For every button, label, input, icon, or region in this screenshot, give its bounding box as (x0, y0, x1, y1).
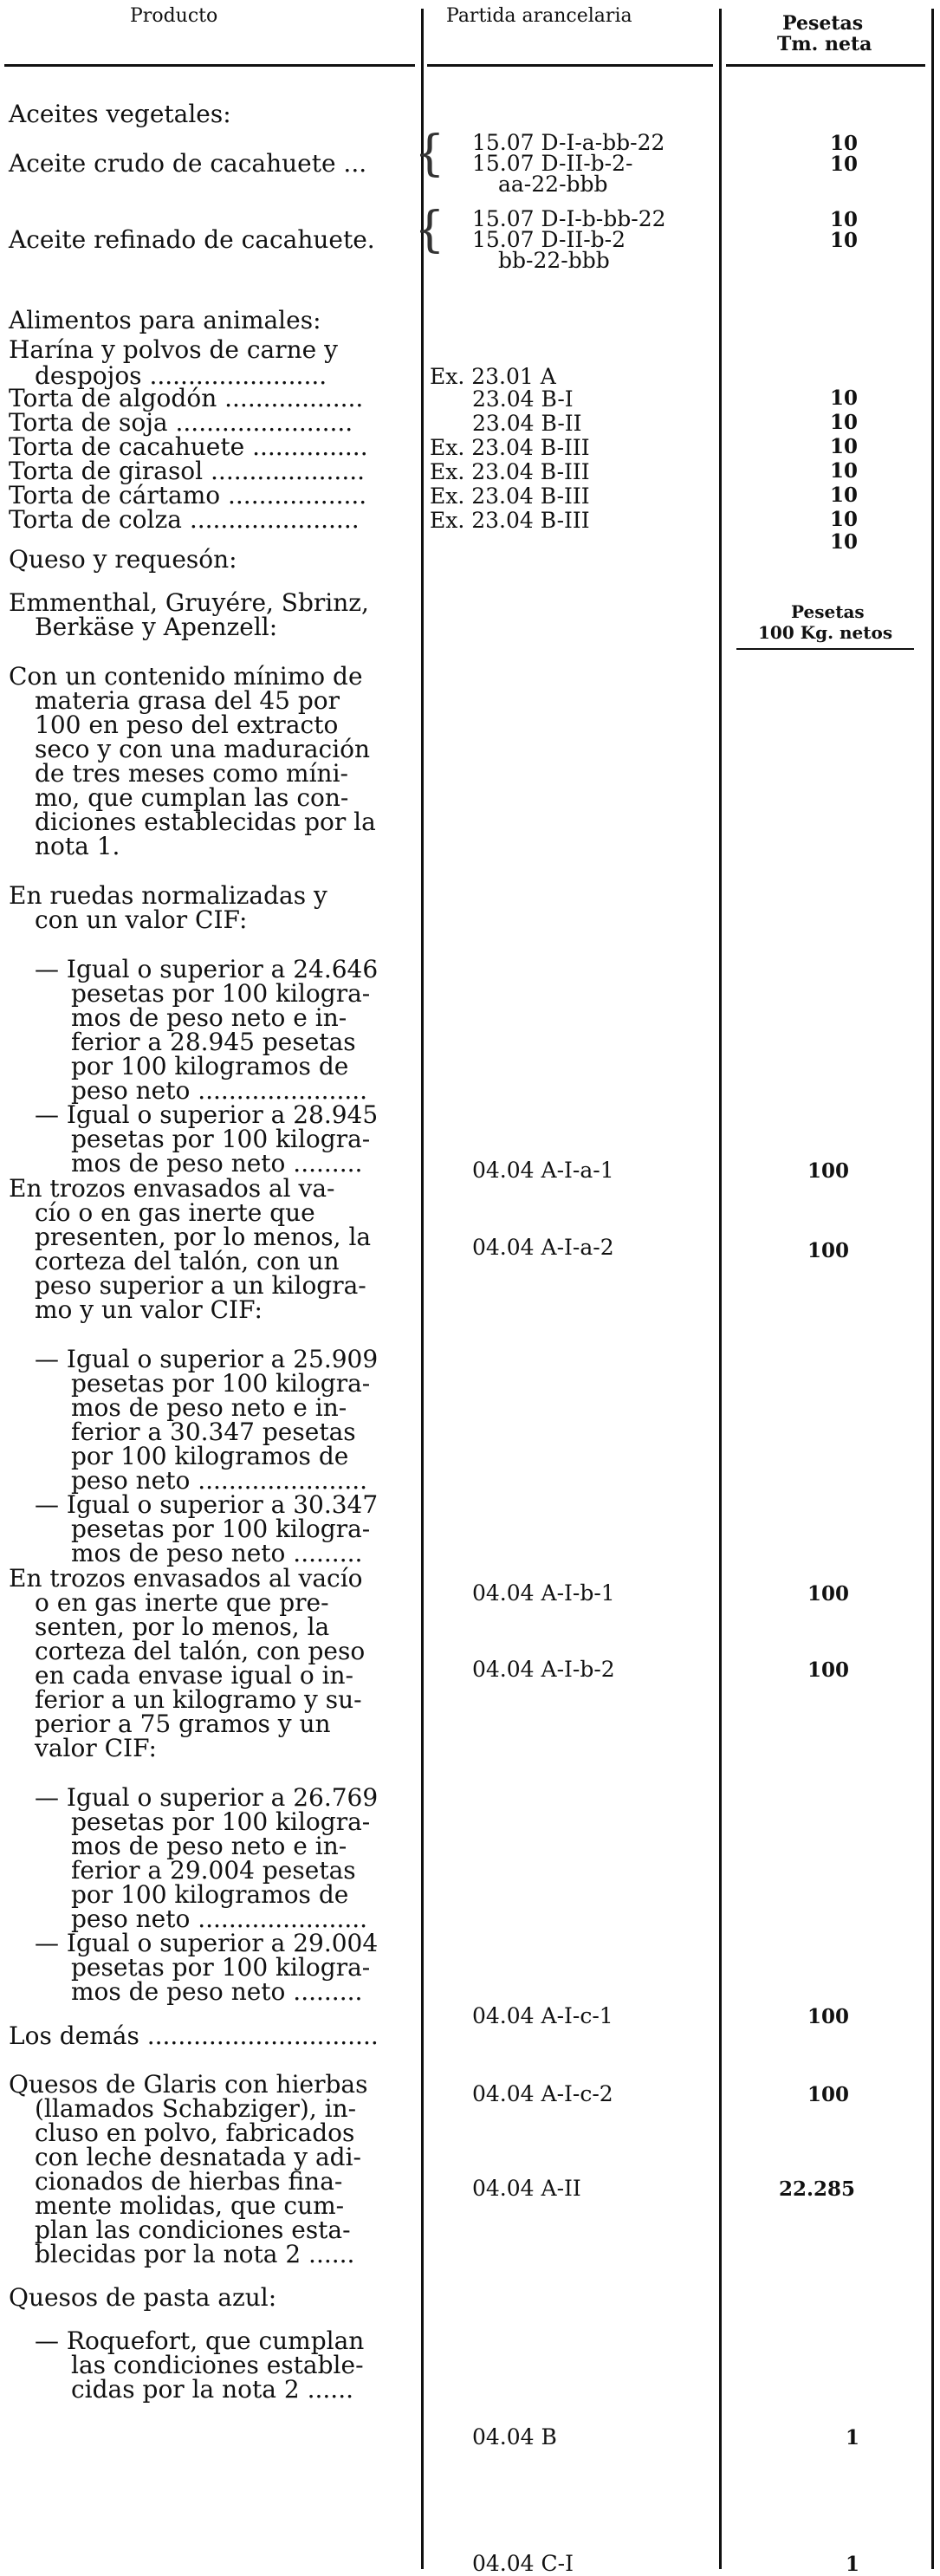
partida-code: 23.04 B-II (472, 411, 582, 436)
product-line: — Igual o superior a 29.004 (35, 1929, 379, 1957)
product-line: Torta de girasol .................... (9, 457, 366, 485)
product-line: peso neto ...................... (71, 1466, 368, 1495)
partida-code: 04.04 A-I-c-1 (472, 2003, 613, 2028)
product-line: 100 en peso del extracto (35, 711, 339, 739)
product-line: mo, que cumplan las con- (35, 783, 349, 812)
partida-code: Ex. 23.04 B-III (430, 508, 590, 533)
product-line: pesetas por 100 kilogra- (71, 1369, 371, 1398)
product-line: en cada envase igual o in- (35, 1661, 354, 1690)
pesetas-value: 10 (829, 483, 859, 507)
brace: { (414, 126, 445, 182)
product-line: Emmenthal, Gruyére, Sbrinz, (9, 588, 369, 617)
product-line: de tres meses como míni- (35, 759, 349, 788)
product-line: pesetas por 100 kilogra- (71, 1125, 371, 1153)
product-line: seco y con una maduración (35, 735, 371, 763)
product-line: Quesos de Glaris con hierbas (9, 2070, 368, 2099)
product-line: mo y un valor CIF: (35, 1295, 263, 1324)
pesetas-value: 100 (807, 1239, 850, 1262)
partida-code: 15.07 D-I-a-bb-22 (472, 130, 665, 155)
subheader-kg: 100 Kg. netos (758, 622, 893, 643)
partida-code: 04.04 A-I-b-2 (472, 1657, 615, 1682)
product-line: peso superior a un kilogra- (35, 1271, 366, 1300)
partida-code: 04.04 A-I-a-1 (472, 1158, 614, 1183)
pesetas-value: 100 (807, 1582, 850, 1606)
product-line: plan las condiciones esta- (35, 2216, 351, 2244)
partida-code: 04.04 C-I (472, 2551, 574, 2576)
header-partida: Partida arancelaria (446, 5, 632, 27)
pesetas-value: 1 (845, 2553, 860, 2576)
product-line: materia grasa del 45 por (35, 686, 340, 715)
product-line: Aceite refinado de cacahuete. (9, 225, 375, 254)
product-line: por 100 kilogramos de (71, 1442, 349, 1470)
product-line: nota 1. (35, 832, 120, 860)
product-line: Torta de colza ...................... (9, 505, 360, 534)
partida-code: Ex. 23.04 B-III (430, 459, 590, 484)
partida-code: 15.07 D-I-b-bb-22 (472, 206, 666, 231)
product-line: ferior a 29.004 pesetas (71, 1856, 356, 1885)
subheader-rule (736, 648, 914, 650)
partida-code: Ex. 23.04 B-III (430, 483, 590, 509)
product-line: corteza del talón, con peso (35, 1637, 366, 1665)
product-line: mente molidas, que cum- (35, 2191, 345, 2220)
product-line: Aceite crudo de cacahuete ... (9, 149, 367, 178)
product-line: pesetas por 100 kilogra- (71, 1953, 371, 1982)
partida-code: 23.04 B-I (472, 386, 574, 412)
product-line: presenten, por lo menos, la (35, 1223, 372, 1251)
partida-code: 04.04 A-I-b-1 (472, 1580, 615, 1606)
product-line: por 100 kilogramos de (71, 1052, 349, 1080)
pesetas-value: 100 (807, 2005, 850, 2028)
product-line: mos de peso neto e in- (71, 1393, 347, 1422)
product-line: mos de peso neto ......... (71, 1977, 363, 2006)
product-line: cidas por la nota 2 ...... (71, 2375, 353, 2404)
product-line: Aceites vegetales: (9, 100, 231, 128)
header-product: Producto (130, 5, 218, 27)
product-line: Quesos de pasta azul: (9, 2283, 277, 2312)
pesetas-value: 100 (807, 2083, 850, 2106)
subheader-pesetas: Pesetas (791, 601, 865, 622)
product-line: — Igual o superior a 26.769 (35, 1783, 379, 1812)
column-rule-middle (719, 9, 722, 2569)
product-line: pesetas por 100 kilogra- (71, 1515, 371, 1543)
partida-code: 04.04 A-II (472, 2176, 581, 2201)
product-line: ferior a 28.945 pesetas (71, 1028, 356, 1056)
header-rule-product (4, 64, 415, 67)
product-line: Torta de cacahuete ............... (9, 432, 368, 461)
product-line: peso neto ...................... (71, 1904, 368, 1933)
pesetas-value: 22.285 (778, 2177, 856, 2201)
product-line: En trozos envasados al vacío (9, 1564, 363, 1593)
pesetas-value: 10 (829, 132, 859, 155)
partida-code: 04.04 A-I-a-2 (472, 1235, 614, 1260)
product-line: mos de peso neto e in- (71, 1832, 347, 1860)
product-line: Con un contenido mínimo de (9, 662, 363, 691)
product-line: por 100 kilogramos de (71, 1880, 349, 1909)
partida-code: aa-22-bbb (498, 172, 608, 197)
header-pesetas-2: Tm. neta (777, 33, 872, 55)
product-line: — Igual o superior a 24.646 (35, 955, 379, 983)
product-line: con leche desnatada y adi- (35, 2143, 361, 2171)
brace: { (414, 202, 445, 258)
partida-code: 04.04 A-I-c-2 (472, 2081, 613, 2106)
product-line: Berkäse y Apenzell: (35, 613, 278, 641)
pesetas-value: 100 (807, 1658, 850, 1682)
partida-code: bb-22-bbb (498, 248, 610, 273)
product-line: pesetas por 100 kilogra- (71, 979, 371, 1008)
pesetas-value: 10 (829, 208, 859, 231)
product-line: cío o en gas inerte que (35, 1198, 315, 1227)
product-line: (llamados Schabziger), in- (35, 2094, 357, 2123)
product-line: cionados de hierbas fina- (35, 2167, 343, 2196)
pesetas-value: 10 (829, 530, 859, 554)
product-line: Alimentos para animales: (9, 306, 321, 334)
product-line: valor CIF: (35, 1734, 157, 1762)
product-line: Torta de cártamo .................. (9, 481, 367, 509)
product-line: despojos ....................... (35, 361, 327, 390)
pesetas-value: 10 (829, 411, 859, 434)
product-line: blecidas por la nota 2 ...... (35, 2240, 355, 2268)
product-line: Harína y polvos de carne y (9, 335, 338, 364)
partida-code: 15.07 D-II-b-2- (472, 151, 633, 176)
product-line: mos de peso neto e in- (71, 1003, 347, 1032)
pesetas-value: 10 (829, 459, 859, 483)
product-line: con un valor CIF: (35, 905, 248, 934)
pesetas-value: 10 (829, 435, 859, 458)
product-line: las condiciones estable- (71, 2351, 364, 2379)
pesetas-value: 10 (829, 386, 859, 410)
pesetas-value: 10 (829, 152, 859, 176)
product-line: corteza del talón, con un (35, 1247, 340, 1275)
product-line: Torta de soja ....................... (9, 408, 353, 437)
header-pesetas-1: Pesetas (782, 12, 864, 35)
product-line: mos de peso neto ......... (71, 1539, 363, 1567)
product-line: peso neto ...................... (71, 1076, 368, 1105)
partida-code: 04.04 B (472, 2424, 557, 2449)
header-rule-partida (427, 64, 713, 67)
product-line: — Igual o superior a 30.347 (35, 1490, 379, 1519)
product-line: En ruedas normalizadas y (9, 881, 327, 910)
product-line: Torta de algodón .................. (9, 384, 364, 412)
product-line: Los demás .............................. (9, 2021, 379, 2050)
product-line: — Igual o superior a 25.909 (35, 1345, 379, 1373)
product-line: pesetas por 100 kilogra- (71, 1807, 371, 1836)
pesetas-value: 100 (807, 1159, 850, 1183)
product-line: — Roquefort, que cumplan (35, 2326, 365, 2355)
product-line: En trozos envasados al va- (9, 1174, 335, 1203)
product-line: Queso y requesón: (9, 545, 237, 574)
partida-code: 15.07 D-II-b-2 (472, 227, 626, 252)
product-line: ferior a 30.347 pesetas (71, 1418, 356, 1446)
column-rule-left (421, 9, 424, 2569)
product-line: — Igual o superior a 28.945 (35, 1100, 379, 1129)
product-line: diciones establecidas por la (35, 808, 376, 836)
pesetas-value: 10 (829, 508, 859, 531)
product-line: mos de peso neto ......... (71, 1149, 363, 1178)
product-line: ferior a un kilogramo y su- (35, 1685, 362, 1714)
product-line: cluso en polvo, fabricados (35, 2119, 355, 2147)
column-rule-right (931, 9, 934, 2569)
pesetas-value: 10 (829, 229, 859, 252)
pesetas-value: 1 (845, 2426, 860, 2449)
product-line: senten, por lo menos, la (35, 1612, 330, 1641)
header-rule-pesetas (726, 64, 925, 67)
partida-code: Ex. 23.04 B-III (430, 435, 590, 460)
partida-code: Ex. 23.01 A (430, 364, 556, 389)
product-line: perior a 75 gramos y un (35, 1710, 331, 1738)
product-line: o en gas inerte que pre- (35, 1588, 329, 1617)
